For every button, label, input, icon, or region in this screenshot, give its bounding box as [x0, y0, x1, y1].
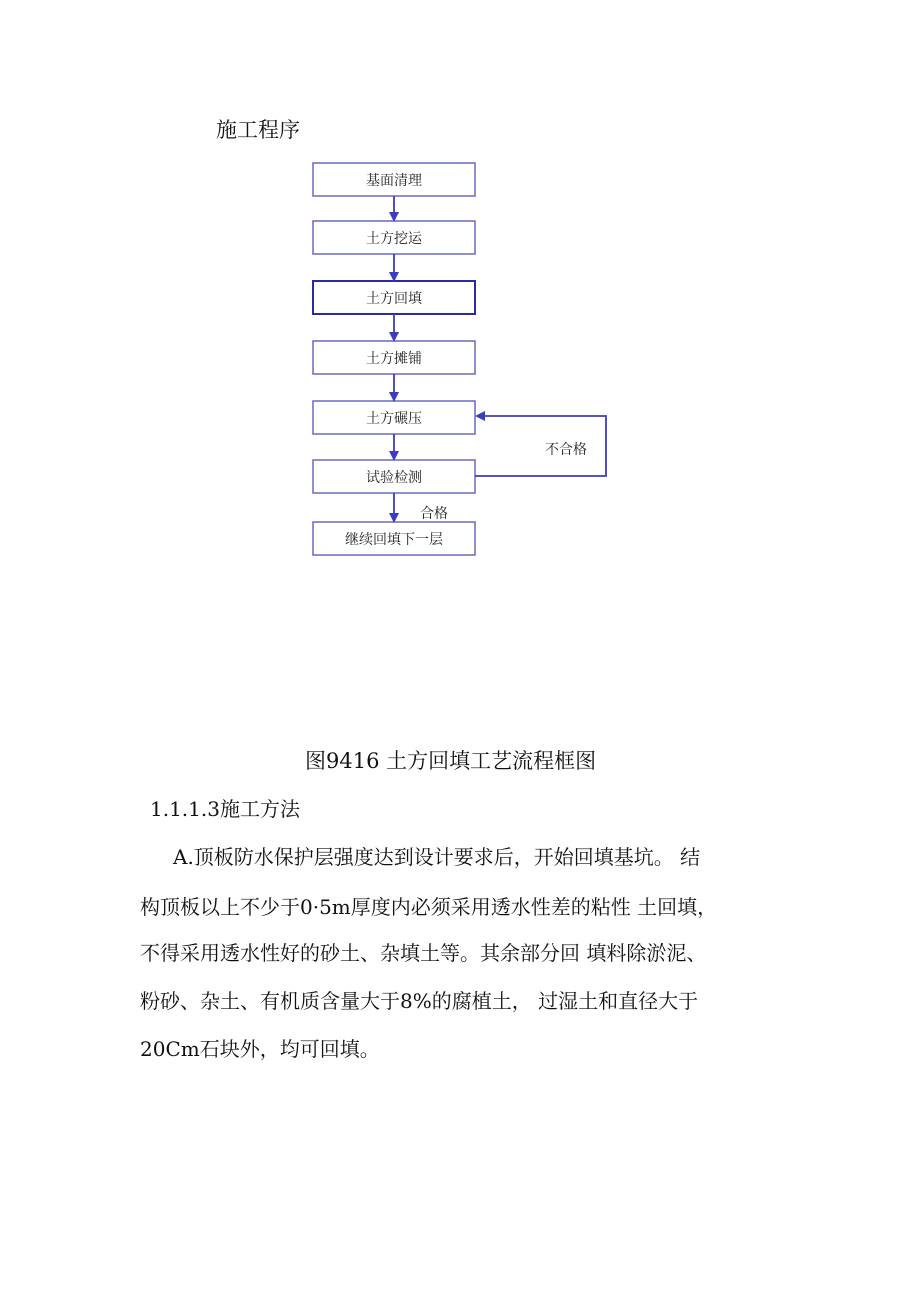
- flow-step-label: 土方回填: [366, 291, 422, 307]
- flow-step-label: 基面清理: [366, 173, 422, 189]
- flow-step: [313, 221, 475, 254]
- fail-label: 不合格: [545, 442, 587, 458]
- flow-step-label: 继续回填下一层: [345, 532, 443, 548]
- subsection-heading: 1.1.1.3施工方法: [150, 797, 300, 821]
- section-title: 施工程序: [216, 118, 300, 142]
- flow-step-label: 土方碾压: [366, 411, 422, 427]
- flow-step: [313, 401, 475, 434]
- paragraph-line: 20Cm石块外，均可回填。: [140, 1037, 380, 1061]
- paragraph-line: 构顶板以上不少于0·5m厚度内必须采用透水性差的粘性 土回填，: [140, 895, 718, 919]
- figure-caption: 图9416 土方回填工艺流程框图: [305, 749, 597, 773]
- flow-step: [313, 522, 475, 555]
- paragraph-line: A.顶板防水保护层强度达到设计要求后，开始回填基坑。 结: [173, 845, 701, 869]
- pass-label: 合格: [420, 506, 448, 522]
- flow-step: [313, 341, 475, 374]
- flow-step-label: 土方摊铺: [366, 351, 422, 367]
- paragraph-line: 粉砂、杂土、有机质含量大于8%的腐植土， 过湿土和直径大于: [140, 989, 699, 1013]
- flow-step-label: 土方挖运: [366, 231, 422, 247]
- paragraph-line: 不得采用透水性好的砂土、杂填土等。其余部分回 填料除淤泥、: [140, 941, 707, 965]
- flowchart: [0, 0, 920, 600]
- flow-step: [313, 163, 475, 196]
- flow-step: [313, 281, 475, 314]
- flow-step: [313, 460, 475, 493]
- flow-step-label: 试验检测: [366, 470, 422, 486]
